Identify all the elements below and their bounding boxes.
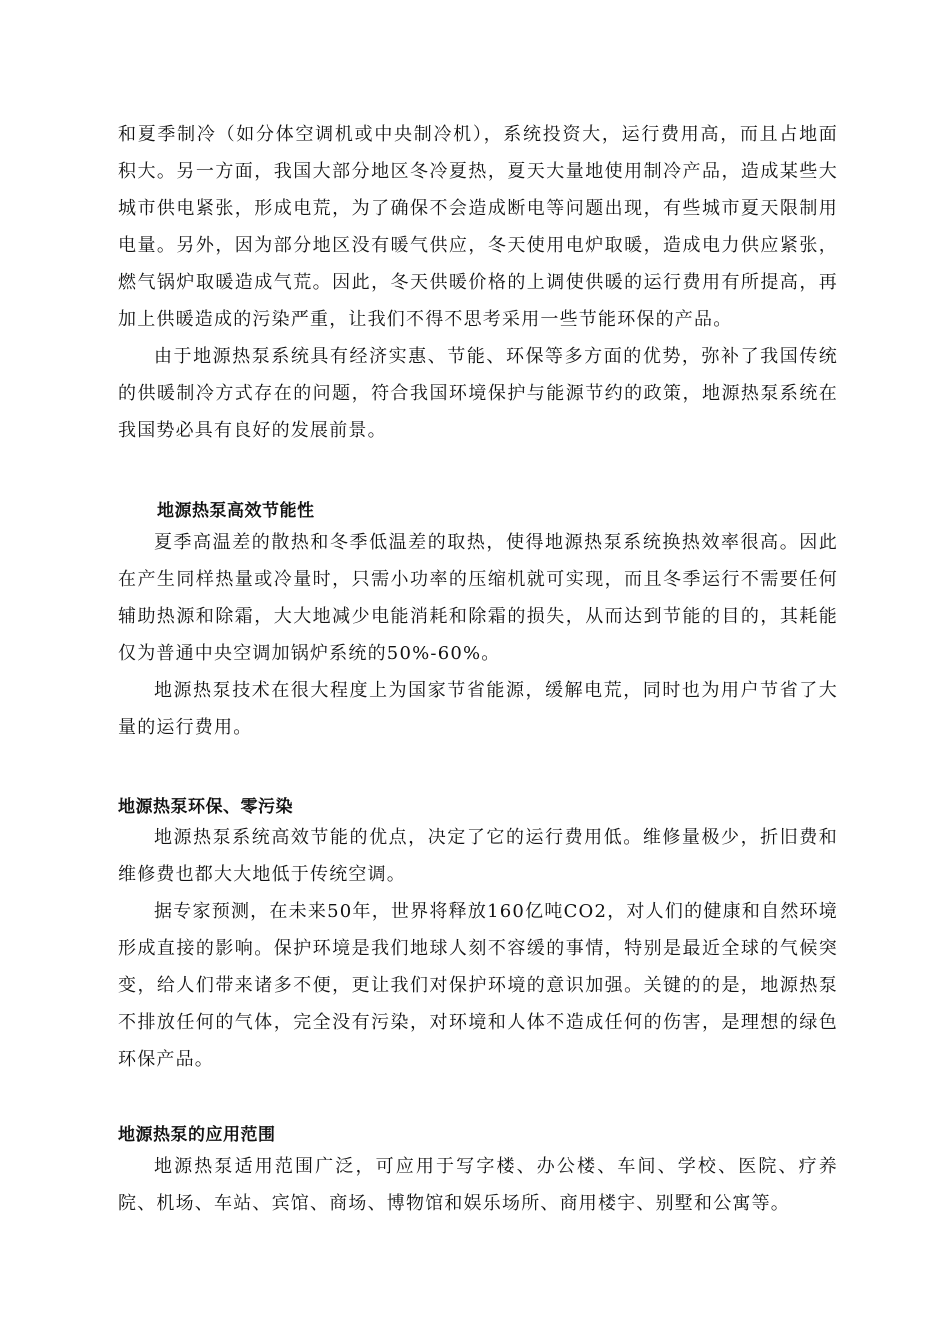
section-2-paragraph-2: 据专家预测，在未来50年，世界将释放160亿吨CO2，对人们的健康和自然环境形成直接的影响。保护环境是我们地球人刻不容缓的事情，特别是最近全球的气候突变，给人们带来诸多不便，更让我们对保护环境的意识加强。关键的的是，地源热泵不排放任何的气体，完全没有污染，对环境和人体不造成任何的伤害，是理想的绿色环保产品。	[118, 901, 838, 1070]
section-energy-efficiency-body	[118, 524, 838, 746]
section-2-paragraph-1: 地源热泵系统高效节能的优点，决定了它的运行费用低。维修量极少，折旧费和维修费也都大大地低于传统空调。	[118, 827, 838, 885]
section-heading-application-scope: 地源热泵的应用范围	[118, 1125, 276, 1145]
intro-paragraph-2: 由于地源热泵系统具有经济实惠、节能、环保等多方面的优势，弥补了我国传统的供暖制冷方式存在的问题，符合我国环境保护与能源节约的政策，地源热泵系统在我国势必具有良好的发展前景。	[118, 346, 838, 441]
intro-block	[118, 116, 838, 449]
section-application-scope-body	[118, 1148, 838, 1222]
section-1-paragraph-2: 地源热泵技术在很大程度上为国家节省能源，缓解电荒，同时也为用户节省了大量的运行费用。	[118, 680, 838, 738]
section-environmental-body	[118, 819, 838, 1078]
section-heading-energy-efficiency: 地源热泵高效节能性	[157, 501, 315, 521]
section-heading-environmental: 地源热泵环保、零污染	[118, 797, 293, 817]
intro-paragraph-1: 和夏季制冷（如分体空调机或中央制冷机），系统投资大，运行费用高，而且占地面积大。另一方面，我国大部分地区冬冷夏热，夏天大量地使用制冷产品，造成某些大城市供电紧张，形成电荒，为了确保不会造成断电等问题出现，有些城市夏天限制用电量。另外，因为部分地区没有暖气供应，冬天使用电炉取暖，造成电力供应紧张，燃气锅炉取暖造成气荒。因此，冬天供暖价格的上调使供暖的运行费用有所提高，再加上供暖造成的污染严重，让我们不得不思考采用一些节能环保的产品。	[118, 124, 838, 330]
section-1-paragraph-1: 夏季高温差的散热和冬季低温差的取热，使得地源热泵系统换热效率很高。因此在产生同样热量或冷量时，只需小功率的压缩机就可实现，而且冬季运行不需要任何辅助热源和除霜，大大地减少电能消耗和除霜的损失，从而达到节能的目的，其耗能仅为普通中央空调加锅炉系统的50%-60%。	[118, 532, 838, 664]
section-3-paragraph-1: 地源热泵适用范围广泛，可应用于写字楼、办公楼、车间、学校、医院、疗养院、机场、车站、宾馆、商场、博物馆和娱乐场所、商用楼宇、别墅和公寓等。	[118, 1156, 838, 1214]
